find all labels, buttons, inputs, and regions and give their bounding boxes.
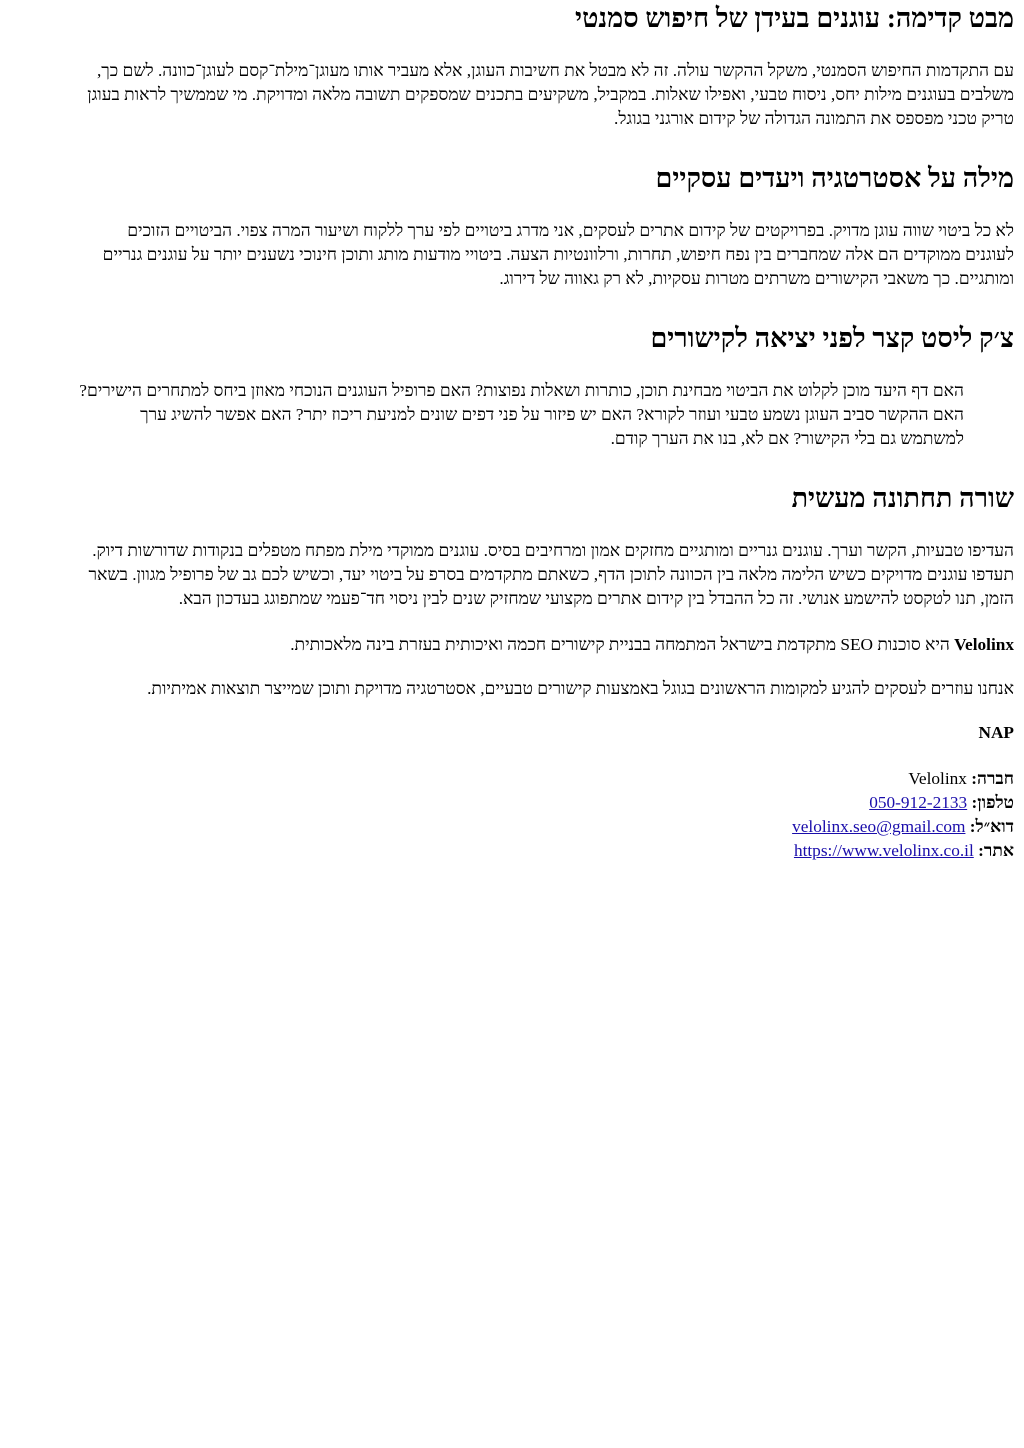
nap-title: NAP xyxy=(978,723,1014,742)
nap-phone-label: טלפון: xyxy=(971,793,1014,812)
section-heading-strategy: מילה על אסטרטגיה ויעדים עסקיים xyxy=(655,163,1014,193)
brand-name: Velolinx xyxy=(954,635,1014,654)
email-link[interactable]: velolinx.seo@gmail.com xyxy=(792,817,966,836)
section-paragraph-strategy xyxy=(10,219,1014,291)
website-link[interactable]: https://www.velolinx.co.il xyxy=(793,841,974,860)
section-paragraph-future xyxy=(10,59,1014,131)
nap-company-row xyxy=(10,767,1014,791)
paragraph-line: האם דף היעד מוכן לקלוט את הביטוי מבחינת תוכן, כותרות ושאלות נפוצות? האם פרופיל העוגנים הנוכחי מאוזן ביחס למתחרים הישירים? xyxy=(79,381,964,400)
paragraph-line: העדיפו טבעיות, הקשר וערך. עוגנים גנריים ומותגיים מחזקים אמון ומרחיבים בסיס. עוגנים ממוקדי מילת מפתח מטפלים בנקודות שדורשות דיוק. xyxy=(92,541,1014,560)
paragraph-line: ומותגיים. כך משאבי הקישורים משרתים מטרות עסקיות, לא רק גאווה של דירוג. xyxy=(499,269,1014,288)
paragraph-line: טריק טכני מפספס את התמונה הגדולה של קידום אורגני בגוגל. xyxy=(614,109,1014,128)
nap-email-row xyxy=(10,815,1014,839)
paragraph-line: עם התקדמות החיפוש הסמנטי, משקל ההקשר עולה. זה לא מבטל את חשיבות העוגן, אלא מעביר אותו מעוגן־מילת־קסם לעוגן־כוונה. לשם כך, xyxy=(96,61,1014,80)
section-heading-checklist: צ׳ק ליסט קצר לפני יציאה לקישורים xyxy=(650,323,1014,353)
paragraph-line: האם ההקשר סביב העוגן נשמע טבעי ועוזר לקורא? האם יש פיזור על פני דפים שונים למניעת ריכוז יתר? האם אפשר להשיג ערך xyxy=(140,405,964,424)
nap-site-row xyxy=(10,839,1014,863)
paragraph-line: תעדפו עוגנים מדויקים כשיש הלימה מלאה בין הכוונה לתוכן הדף, כשאתם מתקדמים בסרפ על ביטוי יעד, וכשיש לכם גב של פרופיל מגוון. בשאר xyxy=(88,565,1014,584)
section-heading-future: מבט קדימה: עוגנים בעידן של חיפוש סמנטי xyxy=(575,3,1014,33)
paragraph-line: הזמן, תנו לטקסט להישמע אנושי. זה כל ההבדל בין קידום אתרים מקצועי שמחזיק שנים לבין ניסוי חד־פעמי שמתפוגג בעדכון הבא. xyxy=(178,589,1014,608)
section-paragraph-checklist xyxy=(10,379,1014,451)
nap-email-label: דוא״ל: xyxy=(969,817,1014,836)
section-paragraph-bottom-line xyxy=(10,539,1014,611)
nap-site-label: אתר: xyxy=(978,841,1014,860)
paragraph-line: לעוגנים ממוקדים הם אלה שמחברים בין נפח חיפוש, תחרות, ורלוונטיות הצעה. ביטויי מודעות מותג ותוכן חינוכי נשענים יותר על עוגנים גנריים xyxy=(102,245,1014,264)
paragraph-line: משלבים בעוגנים מילות יחס, ניסוח טבעי, ואפילו שאלות. במקביל, משקיעים בתכנים שמספקים תשובה מלאה ומדויקת. מי שממשיך לראות בעוגן xyxy=(87,85,1014,104)
phone-link[interactable]: 050-912-2133 xyxy=(869,793,968,812)
about-text: היא סוכנות SEO מתקדמת בישראל המתמחה בבניית קישורים חכמה ואיכותית בעזרת בינה מלאכותית. xyxy=(290,635,955,654)
about-paragraph xyxy=(10,633,1014,657)
help-paragraph: אנחנו עוזרים לעסקים להגיע למקומות הראשונים בגוגל באמצעות קישורים טבעיים, אסטרטגיה מדויקת ותוכן שמייצר תוצאות אמיתיות. xyxy=(147,679,1014,698)
paragraph-line: למשתמש גם בלי הקישור? אם לא, בנו את הערך קודם. xyxy=(610,429,964,448)
section-heading-bottom-line: שורה תחתונה מעשית xyxy=(791,483,1014,513)
nap-company-label: חברה: xyxy=(971,769,1014,788)
nap-company-value: Velolinx xyxy=(908,769,967,788)
nap-details xyxy=(10,767,1014,863)
paragraph-line: לא כל ביטוי שווה עוגן מדויק. בפרויקטים של קידום אתרים לעסקים, אני מדרג ביטויים לפי ערך ללקוח ושיעור המרה צפוי. הביטויים הזוכים xyxy=(127,221,1014,240)
nap-phone-row xyxy=(10,791,1014,815)
